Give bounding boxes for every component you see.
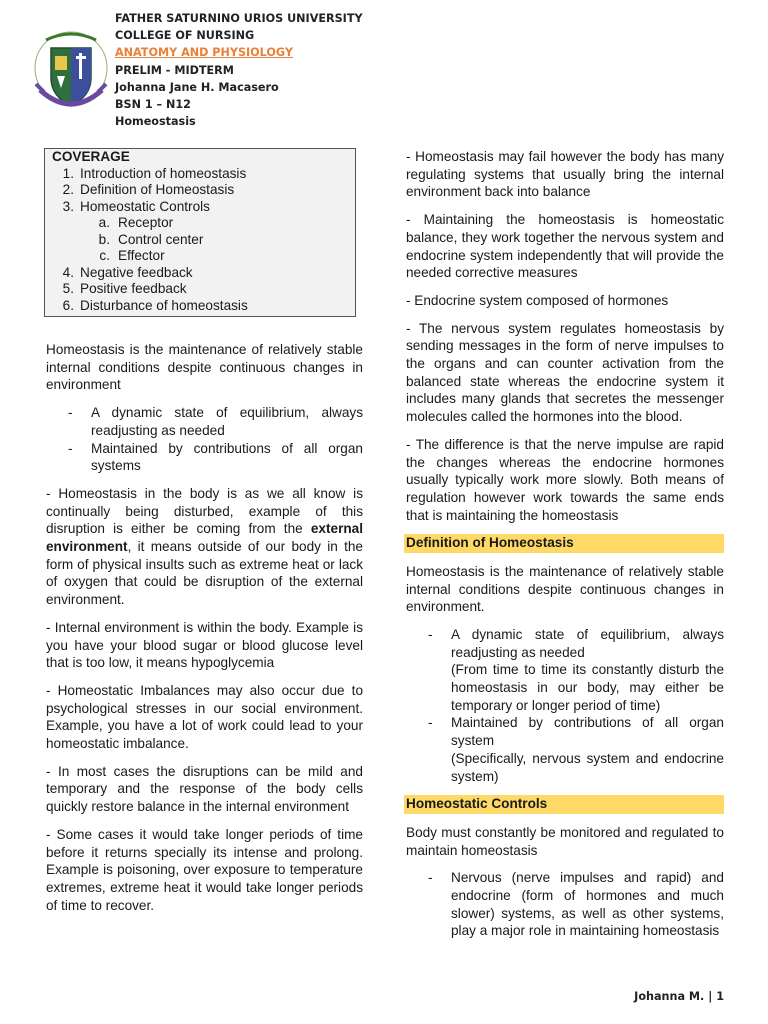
paragraph-internal-environment: - Internal environment is within the body. Example is you have your blood sugar or blood glucose level that is too low, it means hypoglycemia	[46, 619, 363, 671]
paragraph-difference: - The difference is that the nerve impulse are rapid the changes whereas the endocrine hormones usually typically work more slowly. Both means of regulation however work towards the same ends that is maintaining the homeostasis	[406, 436, 724, 523]
exam-term: PRELIM - MIDTERM	[115, 63, 234, 77]
coverage-subitem: a. Receptor	[98, 215, 174, 230]
paragraph-homeostatic-balance: - Maintaining the homeostasis is homeostatic balance, they work together the nervous system and endocrine system independently that will provide the needed corrective measures	[406, 212, 724, 281]
document-header	[32, 10, 432, 135]
coverage-item: 2. Definition of Homeostasis	[62, 182, 235, 197]
paragraph-nervous-system: - The nervous system regulates homeostasis by sending messages in the form of nerve impulses to the organs and can counter activation from the balanced state whereas the endocrine system it includes many glands that secretes the messenger molecules called the hormones into the blood.	[406, 320, 724, 425]
topic-title: Homeostasis	[115, 115, 196, 129]
paragraph-imbalances: - Homeostatic Imbalances may also occur due to psychological stresses in our social environment. Example, you have a lot of work could lead to your homeostatic imbalance.	[46, 682, 363, 752]
coverage-item: 6. Disturbance of homeostasis	[62, 297, 248, 313]
footer-separator: |	[708, 990, 713, 1003]
section-heading-definition: Definition of Homeostasis	[404, 534, 724, 553]
coverage-item: 4. Negative feedback	[62, 264, 193, 280]
paragraph-endocrine: - Endocrine system composed of hormones	[406, 292, 669, 308]
list-item: - Maintained by contributions of all organ systems	[68, 440, 363, 474]
coverage-item: 5. Positive feedback	[62, 281, 187, 296]
controls-paragraph: Body must constantly be monitored and regulated to maintain homeostasis	[406, 824, 724, 858]
coverage-title: COVERAGE	[52, 149, 130, 164]
right-column	[406, 148, 724, 940]
list-item: - A dynamic state of equilibrium, always readjusting as needed (From time to time its constantly disturb the homeostasis in our body, may either be temporary or longer period of time)	[428, 626, 724, 713]
college-name: COLLEGE OF NURSING	[115, 29, 255, 43]
left-column	[46, 148, 363, 914]
coverage-subitem: c. Effector	[99, 248, 165, 263]
footer-author: Johanna M.	[634, 990, 705, 1003]
header-text-block	[115, 10, 363, 130]
paragraph-regulating-systems: - Homeostasis may fail however the body has many regulating systems that usually bring the internal environment back into balance	[406, 149, 724, 200]
list-item: - Nervous (nerve impulses and rapid) and endocrine (form of hormones and much slower) systems, as well as other systems, play a major role in maintaining homeostasis	[428, 870, 724, 939]
paragraph-mild-disruptions: - In most cases the disruptions can be mild and temporary and the response of the body cells quickly restore balance in the internal environment	[46, 763, 363, 815]
list-item: - A dynamic state of equilibrium, always readjusting as needed	[68, 405, 363, 438]
paragraph-external-environment: - Homeostasis in the body is as we all know is continually being disturbed, example of this disruption is either be coming from the external environment, it means outside of our body in the form of physical insults such as extreme heat or lack of oxygen that could be disruption of the external environment.	[46, 485, 363, 608]
page-footer	[634, 990, 724, 1003]
intro-bullet-list	[46, 404, 363, 475]
paragraph-longer-recovery: - Some cases it would take longer periods of time before it returns specially its intense and prolong. Example is poisoning, over exposure to temperature extremes, extreme heat it would take longer periods of time to recover.	[46, 826, 363, 913]
definition-paragraph: Homeostasis is the maintenance of relatively stable internal conditions despite continuous changes in environment.	[406, 563, 724, 615]
definition-bullet-list	[406, 626, 724, 785]
coverage-list	[52, 166, 355, 315]
author-name: Johanna Jane H. Macasero	[115, 80, 279, 94]
coverage-item: 3. Homeostatic Controls	[62, 198, 210, 214]
university-seal-logo	[32, 26, 110, 116]
intro-paragraph: Homeostasis is the maintenance of relatively stable internal conditions despite continuous changes in environment	[46, 342, 363, 393]
coverage-item: 1. Introduction of homeostasis	[62, 165, 247, 181]
coverage-subitem: b. Control center	[98, 231, 204, 247]
controls-bullet-list	[406, 869, 724, 940]
page-number: 1	[716, 990, 724, 1003]
class-section: BSN 1 – N12	[115, 98, 191, 112]
course-title: ANATOMY AND PHYSIOLOGY	[115, 46, 293, 60]
bold-term: external environment	[46, 521, 363, 555]
section-heading-controls: Homeostatic Controls	[404, 795, 724, 814]
coverage-box	[44, 148, 356, 317]
university-name: FATHER SATURNINO URIOS UNIVERSITY	[115, 12, 363, 25]
list-item: - Maintained by contributions of all organ system (Specifically, nervous system and endocrine system)	[428, 715, 724, 784]
